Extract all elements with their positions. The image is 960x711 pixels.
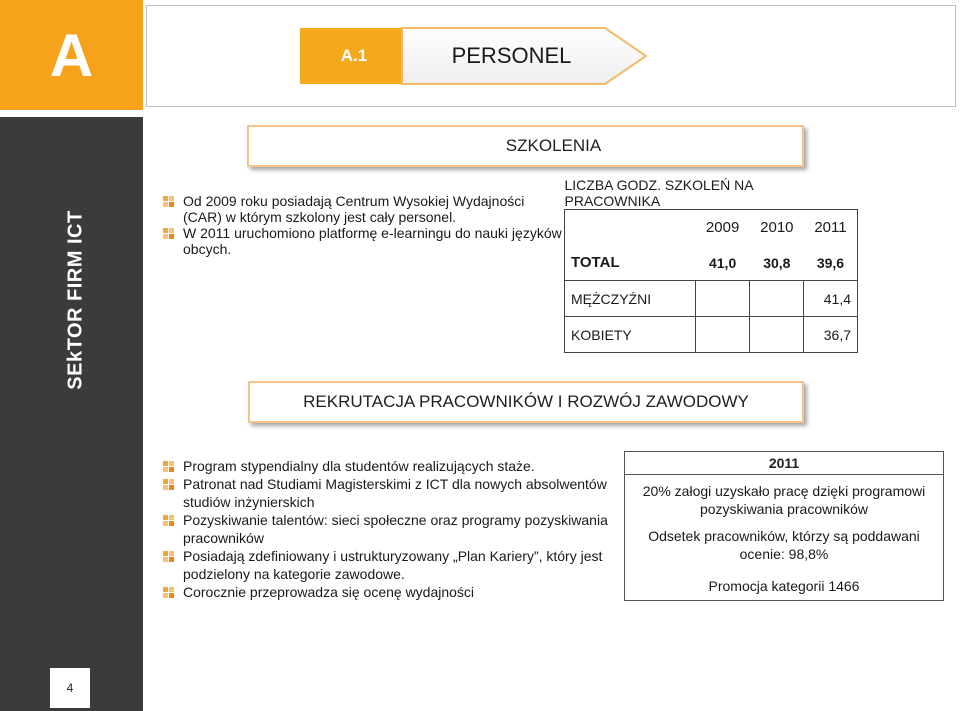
results-item: Odsetek pracowników, którzy są poddawani ocenie: 98,8% xyxy=(648,528,920,562)
rekrutacja-bullet-list xyxy=(163,457,613,601)
training-hours-table xyxy=(564,177,858,353)
total-value: 41,0 xyxy=(696,245,750,281)
rekrutacja-heading-box xyxy=(248,381,804,423)
section-code-tab xyxy=(300,28,408,84)
szkolenia-heading-box xyxy=(247,125,804,167)
women-value: 36,7 xyxy=(804,317,858,353)
list-item xyxy=(163,225,563,257)
list-item xyxy=(163,547,613,583)
list-item xyxy=(163,475,613,511)
year-header: 2010 xyxy=(750,210,804,246)
section-code: A.1 xyxy=(340,46,368,65)
szkolenia-bullet-list xyxy=(163,193,563,257)
table-caption: LICZBA GODZ. SZKOLEŃ NA PRACOWNIKA xyxy=(564,177,753,209)
square-bullet-icon xyxy=(163,196,175,207)
rekrutacja-heading: REKRUTACJA PRACOWNIKÓW I ROZWÓJ ZAWODOWY xyxy=(303,392,749,411)
sidebar-title-wrap xyxy=(0,210,143,390)
bullet-text: Patronat nad Studiami Magisterskimi z ICT dla nowych absolwentów studiów inżynierskich xyxy=(183,476,607,510)
total-label: TOTAL xyxy=(565,245,696,281)
page-number: 4 xyxy=(66,681,74,695)
square-bullet-icon xyxy=(163,479,175,490)
year-header: 2009 xyxy=(696,210,750,246)
sidebar-title: SEkTOR FIRM ICT xyxy=(64,210,87,390)
title-arrow xyxy=(400,24,650,88)
bullet-text: W 2011 uruchomiono platformę e-learningu do nauki języków obcych. xyxy=(183,225,562,257)
page-title: PERSONEL xyxy=(451,43,572,68)
year-header: 2011 xyxy=(804,210,858,246)
square-bullet-icon xyxy=(163,587,175,598)
sidebar xyxy=(0,117,143,711)
men-value: 41,4 xyxy=(804,281,858,317)
results-item: 20% załogi uzyskało pracę dzięki programowi pozyskiwania pracowników xyxy=(642,483,926,517)
results-item: Promocja kategorii 1466 xyxy=(708,578,860,594)
chapter-letter: A xyxy=(49,21,94,89)
chapter-letter-box xyxy=(0,0,143,110)
list-item xyxy=(163,511,613,547)
list-item xyxy=(163,193,563,225)
szkolenia-heading: SZKOLENIA xyxy=(505,136,602,155)
total-value: 39,6 xyxy=(804,245,858,281)
bullet-text: Corocznie przeprowadza się ocenę wydajności xyxy=(183,584,475,600)
men-label: MĘŻCZYŹNI xyxy=(565,281,696,317)
square-bullet-icon xyxy=(163,515,175,526)
page-number-box xyxy=(50,668,90,708)
table-cell xyxy=(750,317,804,353)
list-item xyxy=(163,583,613,601)
square-bullet-icon xyxy=(163,228,175,239)
total-value: 30,8 xyxy=(750,245,804,281)
table-cell xyxy=(696,317,750,353)
bullet-text: Posiadają zdefiniowany i ustrukturyzowany „Plan Kariery”, który jest podzielony na kategorie zawodowe. xyxy=(183,548,603,582)
bullet-text: Od 2009 roku posiadają Centrum Wysokiej Wydajności (CAR) w którym szkolony jest cały personel. xyxy=(183,193,525,225)
bullet-text: Pozyskiwanie talentów: sieci społeczne oraz programy pozyskiwania pracowników xyxy=(183,512,608,546)
table-cell xyxy=(565,210,696,246)
bullet-text: Program stypendialny dla studentów realizujących staże. xyxy=(183,458,535,474)
results-year: 2011 xyxy=(625,452,943,475)
women-label: KOBIETY xyxy=(565,317,696,353)
list-item xyxy=(163,457,613,475)
table-cell xyxy=(696,281,750,317)
square-bullet-icon xyxy=(163,461,175,472)
results-box xyxy=(624,451,944,601)
table-cell xyxy=(750,281,804,317)
square-bullet-icon xyxy=(163,551,175,562)
